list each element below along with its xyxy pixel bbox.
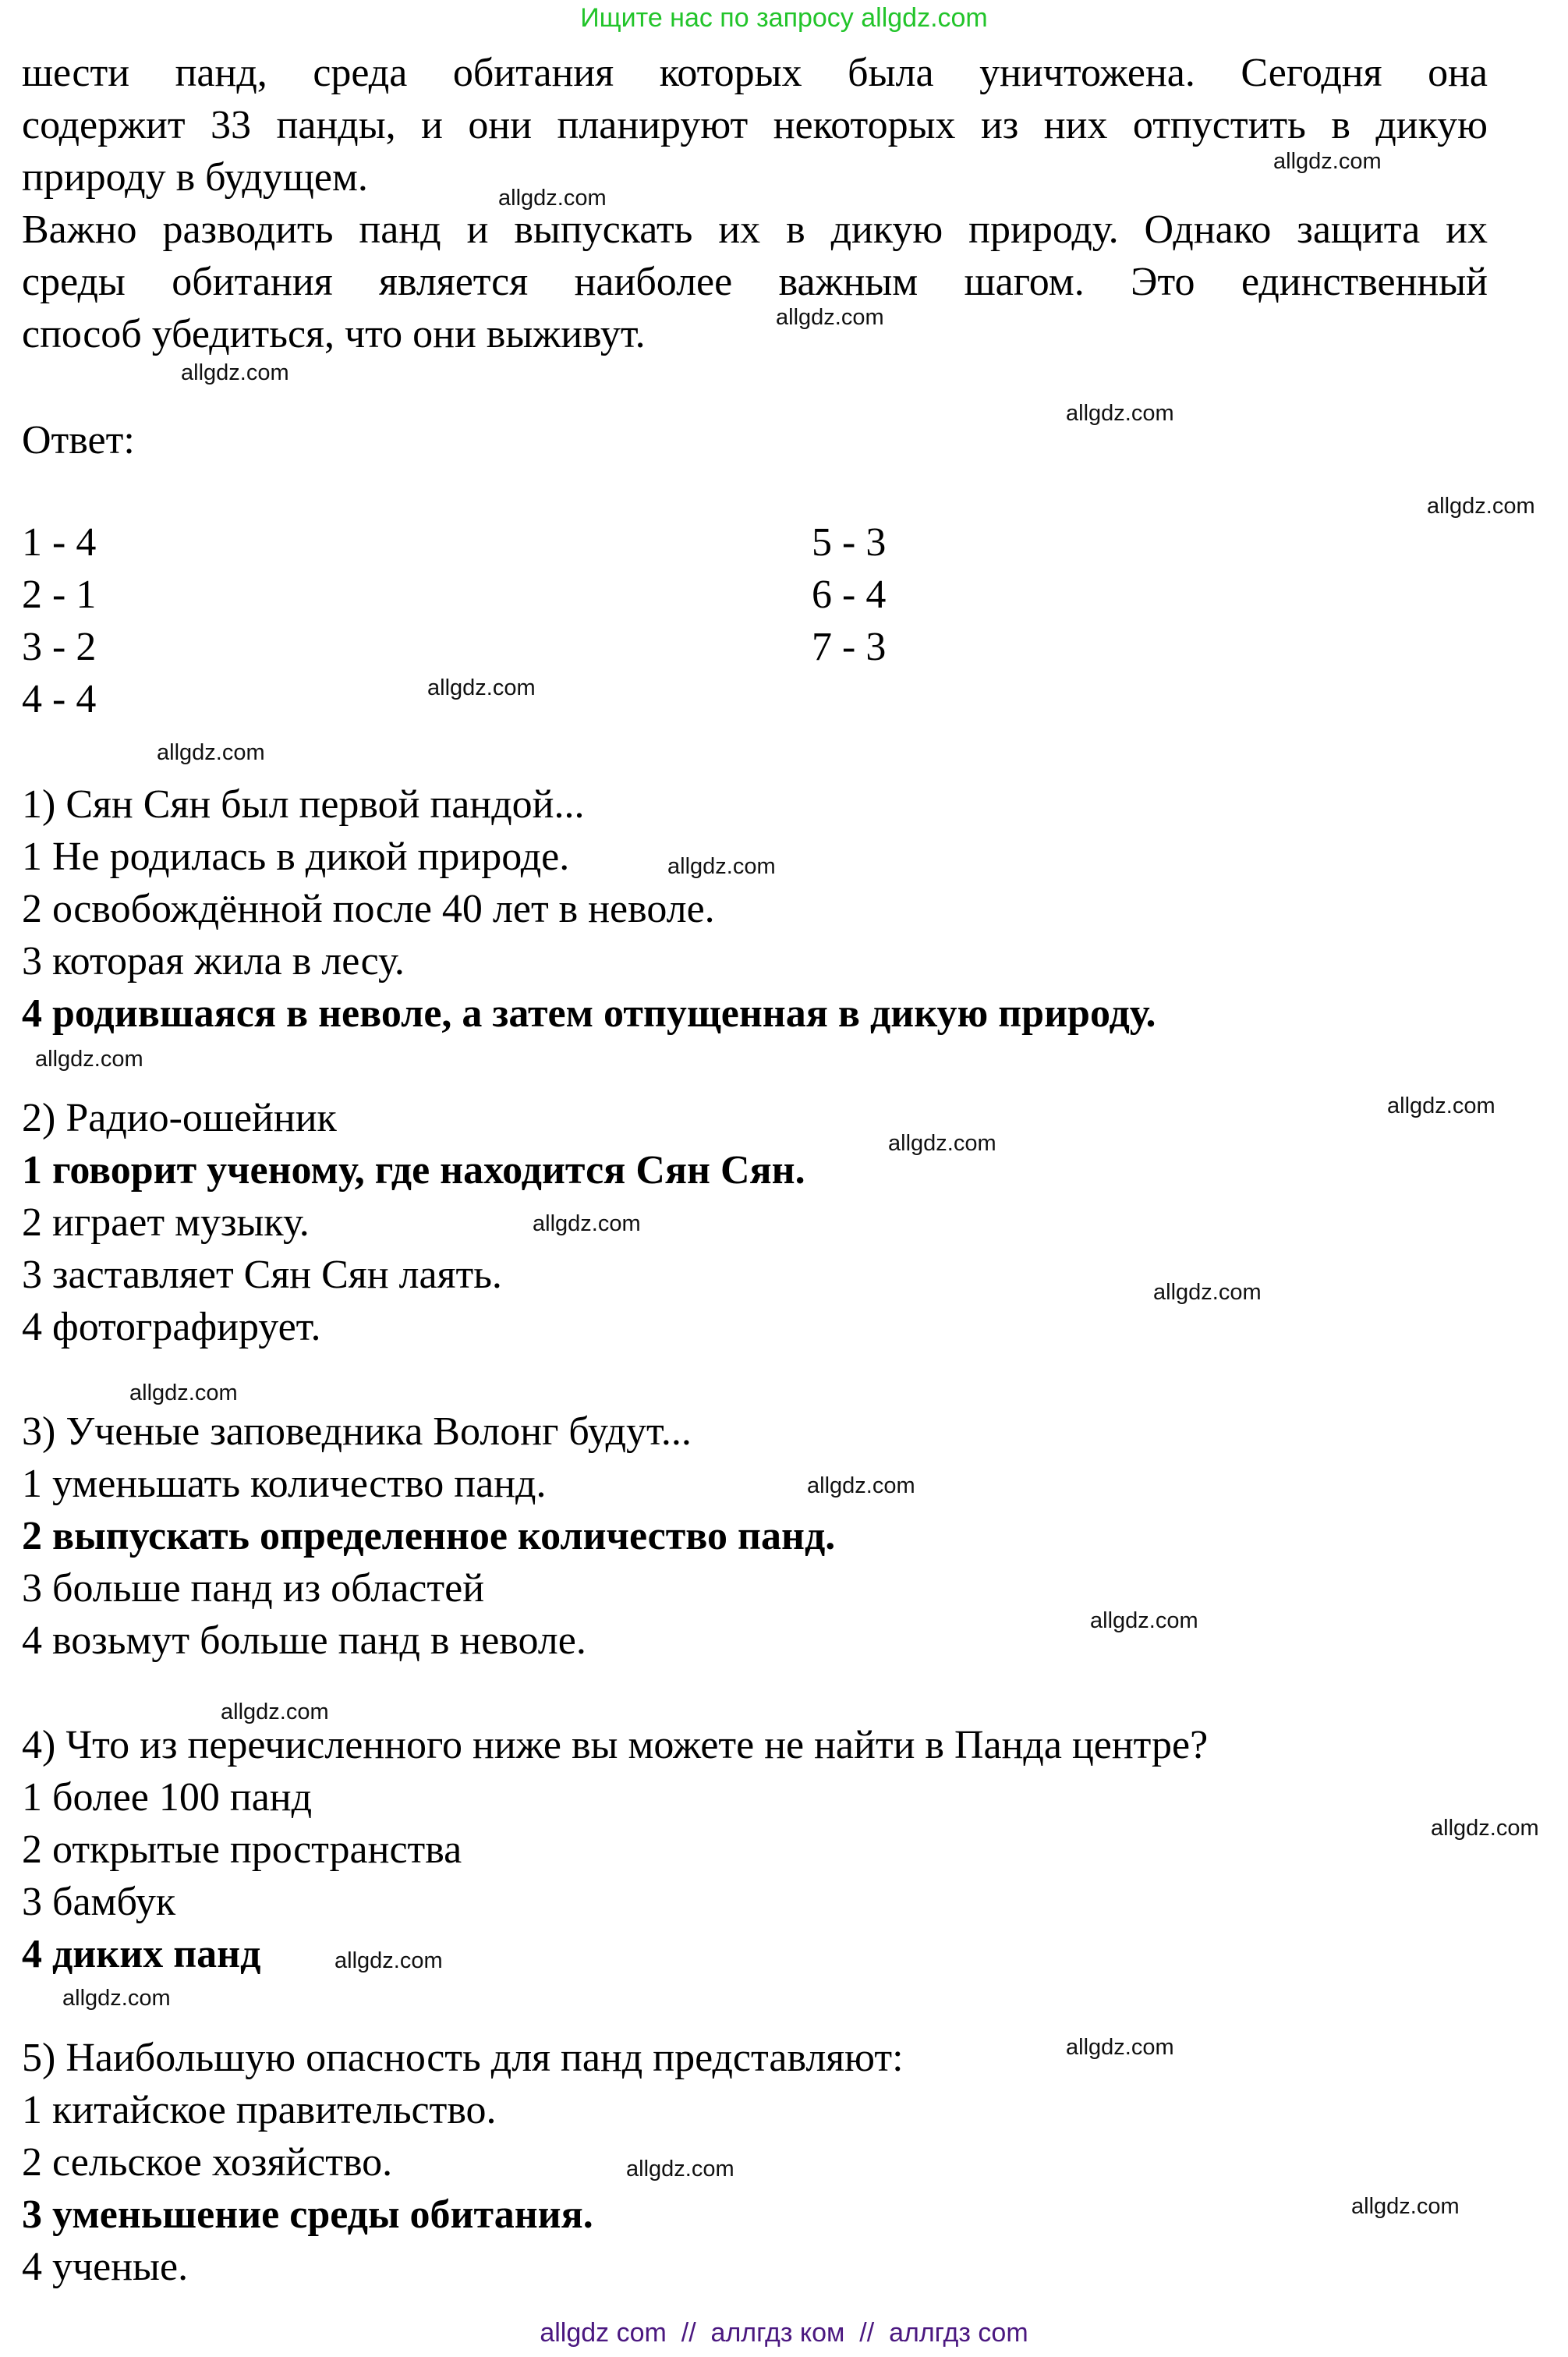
- watermark: allgdz.com: [129, 1381, 238, 1405]
- watermark: allgdz.com: [62, 1986, 171, 2011]
- passage-line: среды обитания является наиболее важным шагом. Это единственный: [22, 260, 1488, 304]
- question-option: 1 уменьшать количество панд.: [22, 1462, 547, 1506]
- question-option-correct: 1 говорит ученому, где находится Сян Сян.: [22, 1148, 805, 1193]
- answer-key-item: 2 - 1: [22, 572, 97, 617]
- answer-key-item: 1 - 4: [22, 520, 97, 565]
- question-option-correct: 4 родившаяся в неволе, а затем отпущенная в дикую природу.: [22, 991, 1156, 1036]
- site-header-banner: Ищите нас по запросу allgdz.com: [580, 3, 988, 33]
- question-option: 3 больше панд из областей: [22, 1566, 485, 1611]
- watermark: allgdz.com: [667, 854, 776, 879]
- question-option: 3 которая жила в лесу.: [22, 939, 405, 984]
- passage-line: шести панд, среда обитания которых была уничтожена. Сегодня она: [22, 51, 1488, 95]
- watermark: allgdz.com: [1066, 401, 1174, 426]
- watermark: allgdz.com: [1431, 1816, 1539, 1841]
- watermark: allgdz.com: [181, 360, 289, 385]
- watermark: allgdz.com: [533, 1211, 641, 1236]
- question-option: 4 фотографирует.: [22, 1305, 321, 1349]
- watermark: allgdz.com: [1273, 149, 1382, 174]
- watermark: allgdz.com: [498, 186, 607, 211]
- answer-key-item: 3 - 2: [22, 625, 97, 669]
- site-footer-banner: allgdz com // аллгдз ком // аллгдз com: [540, 2318, 1028, 2348]
- question-option: 3 заставляет Сян Сян лаять.: [22, 1253, 502, 1297]
- question-option: 3 бамбук: [22, 1880, 176, 1924]
- watermark: allgdz.com: [221, 1700, 329, 1724]
- question-title: 2) Радио-ошейник: [22, 1096, 337, 1140]
- watermark: allgdz.com: [157, 740, 265, 765]
- watermark: allgdz.com: [334, 1948, 443, 1973]
- answer-key-item: 7 - 3: [812, 625, 887, 669]
- question-title: 5) Наибольшую опасность для панд представляют:: [22, 2036, 904, 2080]
- question-option: 2 сельское хозяйство.: [22, 2140, 393, 2185]
- question-option: 4 возьмут больше панд в неволе.: [22, 1618, 586, 1663]
- question-option: 4 ученые.: [22, 2245, 189, 2289]
- watermark: allgdz.com: [626, 2157, 734, 2182]
- watermark: allgdz.com: [1066, 2035, 1174, 2060]
- question-option: 1 китайское правительство.: [22, 2088, 497, 2132]
- question-option-correct: 4 диких панд: [22, 1932, 261, 1976]
- passage-line: содержит 33 панды, и они планируют некоторых из них отпустить в дикую: [22, 103, 1488, 147]
- question-title: 1) Сян Сян был первой пандой...: [22, 782, 585, 827]
- watermark: allgdz.com: [807, 1473, 915, 1498]
- passage-line: способ убедиться, что они выживут.: [22, 312, 646, 356]
- watermark: allgdz.com: [35, 1047, 143, 1072]
- question-option-correct: 2 выпускать определенное количество панд.: [22, 1514, 836, 1558]
- question-option: 1 более 100 панд: [22, 1775, 313, 1820]
- passage-line: Важно разводить панд и выпускать их в дикую природу. Однако защита их: [22, 207, 1488, 252]
- watermark: allgdz.com: [776, 305, 884, 330]
- answer-key-item: 5 - 3: [812, 520, 887, 565]
- watermark: allgdz.com: [888, 1131, 996, 1156]
- answer-key-item: 4 - 4: [22, 677, 97, 721]
- answer-key-item: 6 - 4: [812, 572, 887, 617]
- watermark: allgdz.com: [1090, 1608, 1198, 1633]
- watermark: allgdz.com: [427, 675, 536, 700]
- question-option: 2 играет музыку.: [22, 1200, 310, 1245]
- question-option: 2 освобождённой после 40 лет в неволе.: [22, 887, 715, 931]
- passage-line: природу в будущем.: [22, 155, 368, 200]
- question-option: 1 Не родилась в дикой природе.: [22, 835, 570, 879]
- watermark: allgdz.com: [1427, 494, 1535, 519]
- question-option: 2 открытые пространства: [22, 1827, 462, 1872]
- answer-label: Ответ:: [22, 418, 135, 463]
- question-title: 4) Что из перечисленного ниже вы можете не найти в Панда центре?: [22, 1723, 1209, 1767]
- question-option-correct: 3 уменьшение среды обитания.: [22, 2192, 593, 2237]
- watermark: allgdz.com: [1387, 1093, 1495, 1118]
- watermark: allgdz.com: [1351, 2194, 1460, 2219]
- question-title: 3) Ученые заповедника Волонг будут...: [22, 1409, 692, 1454]
- watermark: allgdz.com: [1153, 1280, 1262, 1305]
